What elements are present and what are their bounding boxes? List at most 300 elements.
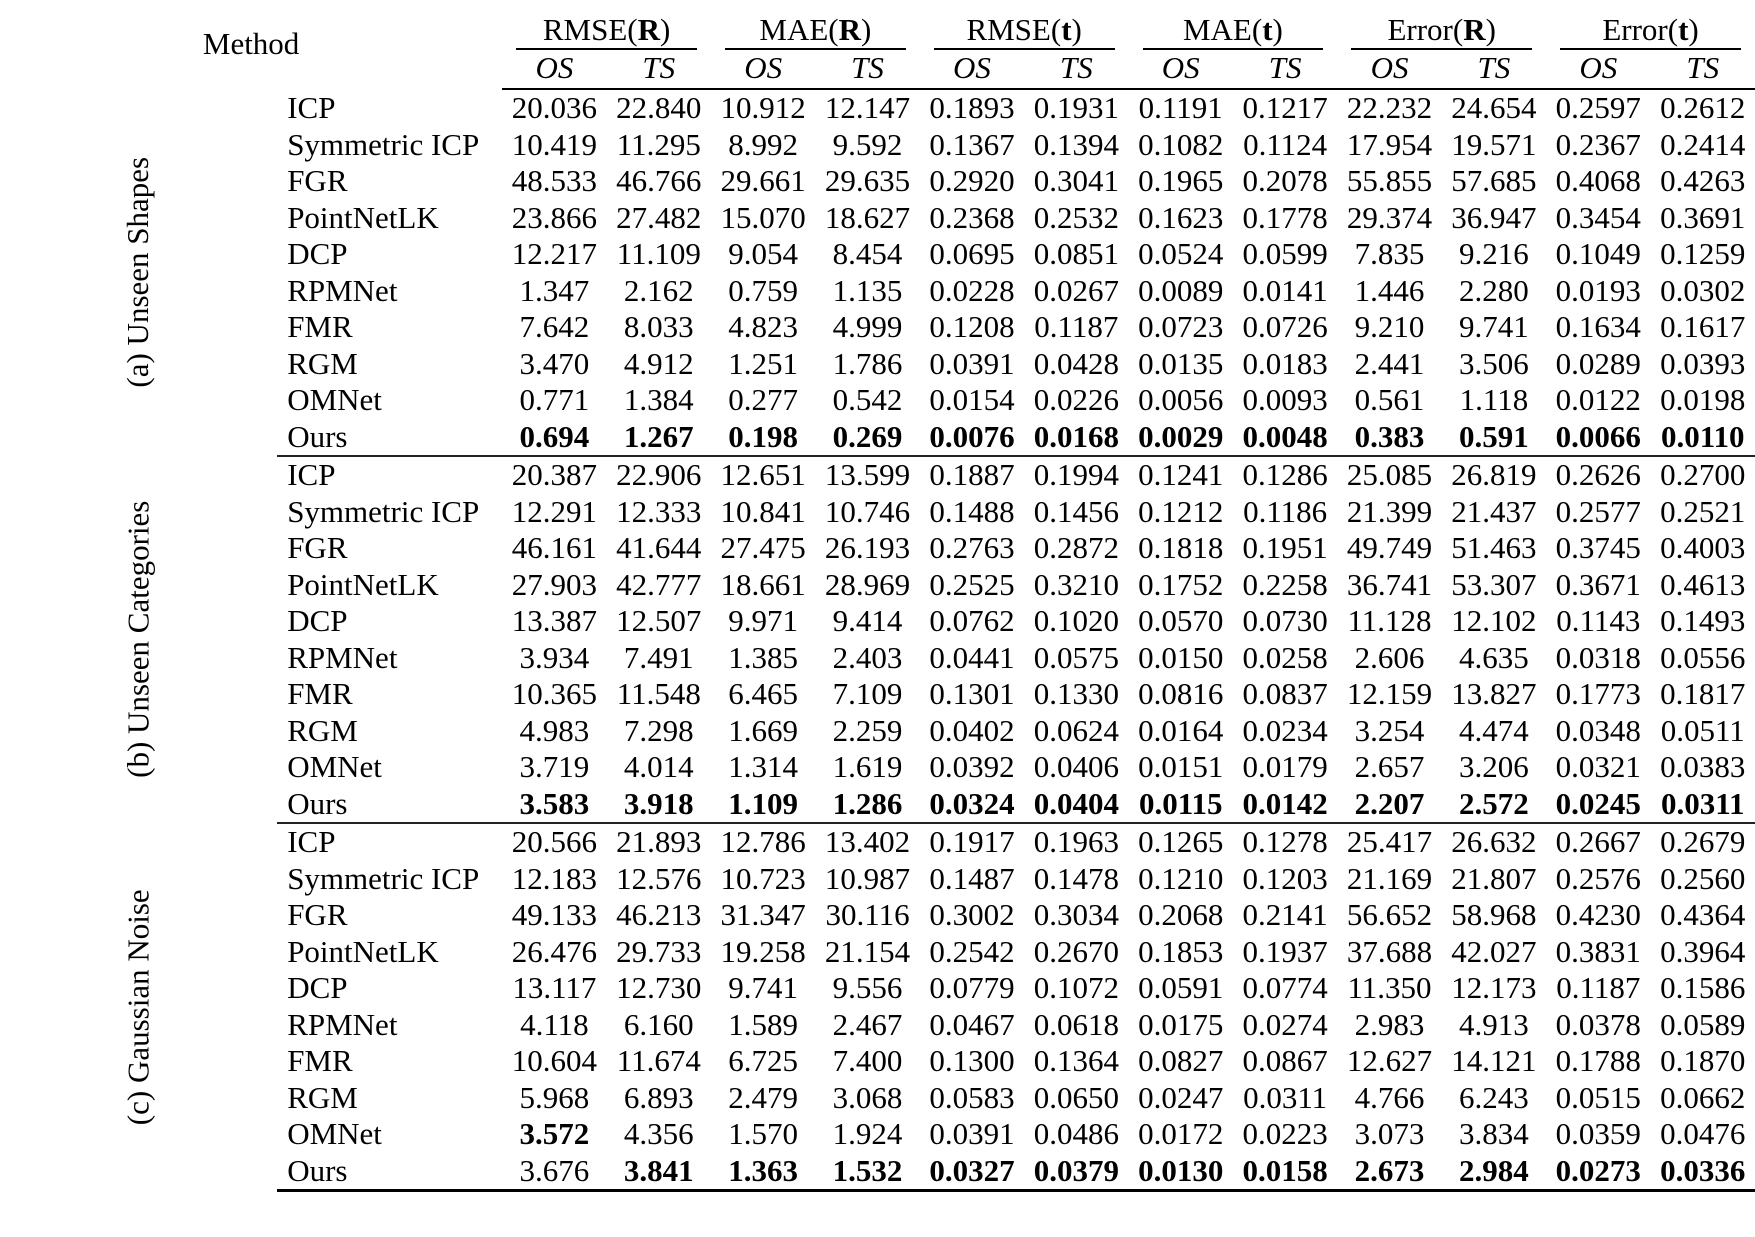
metric-value: 3.206 [1459, 749, 1529, 784]
metric-value: 0.1773 [1555, 676, 1641, 711]
metric-name: RMSE( [542, 11, 638, 47]
metric-value: 0.0234 [1242, 712, 1328, 748]
metric-value: 31.347 [720, 897, 806, 932]
metric-value: 7.835 [1354, 236, 1425, 271]
method-name: Symmetric ICP [287, 860, 480, 896]
metric-value: 9.054 [728, 236, 799, 271]
metric-value: 29.374 [1346, 199, 1433, 235]
metric-value: 2.479 [728, 1079, 799, 1115]
metric-value: 0.0311 [1650, 786, 1755, 824]
metric-value: 0.0247 [1138, 1079, 1224, 1115]
metric-value: 0.591 [1442, 419, 1546, 457]
metric-value: 0.4263 [1660, 163, 1746, 198]
metric-value: 2.606 [1354, 639, 1425, 675]
metric-value: 0.0135 [1138, 345, 1224, 381]
metric-value: 4.474 [1459, 712, 1529, 748]
metric-value: 10.987 [824, 860, 911, 896]
metric-value: 0.2872 [1033, 530, 1119, 565]
metric-value: 0.0150 [1138, 639, 1224, 675]
metric-value: 0.0179 [1242, 749, 1328, 784]
metric-value: 4.983 [519, 712, 590, 748]
metric-value: 0.1634 [1555, 309, 1641, 344]
metric-value: 0.1367 [929, 126, 1015, 162]
metric-value: 0.0837 [1242, 676, 1328, 711]
metric-value: 0.1778 [1242, 199, 1328, 235]
metric-group-header [711, 0, 920, 48]
metric-value: 21.807 [1451, 860, 1537, 896]
metric-value: 1.924 [832, 1116, 903, 1151]
metric-value: 0.1020 [1033, 603, 1119, 638]
metric-value: 8.033 [623, 309, 694, 344]
metric-value: 0.2576 [1555, 860, 1641, 896]
metric-value: 0.1049 [1555, 236, 1641, 271]
metric-value: 0.0115 [1129, 786, 1233, 824]
metric-value: 46.213 [616, 897, 702, 932]
metric-value: 51.463 [1451, 530, 1537, 565]
metric-value: 10.912 [720, 90, 806, 125]
method-name: OMNet [287, 1116, 382, 1151]
metric-value: 9.592 [832, 126, 903, 162]
metric-value: 7.400 [832, 1043, 903, 1078]
metric-value: 0.0311 [1243, 1079, 1328, 1115]
metric-value: 0.1887 [929, 457, 1015, 492]
section-label [0, 456, 277, 823]
metric-value: 0.2920 [929, 163, 1015, 198]
subheader-ts: TS [1442, 48, 1546, 89]
metric-value: 0.1937 [1242, 933, 1328, 969]
metric-value: 0.0404 [1024, 786, 1128, 824]
metric-value: 0.0723 [1138, 309, 1224, 344]
metric-value: 0.1478 [1033, 860, 1119, 896]
metric-value: 0.0383 [1660, 749, 1746, 784]
metric-suffix: ) [1272, 11, 1283, 47]
metric-value: 0.2525 [929, 566, 1015, 602]
metric-value: 0.0198 [1660, 382, 1746, 417]
metric-value: 0.0441 [929, 639, 1015, 675]
metric-value: 0.2532 [1033, 199, 1119, 235]
metric-value: 0.0624 [1033, 712, 1119, 748]
metric-value: 4.356 [623, 1116, 694, 1151]
subheader-ts: TS [1233, 48, 1337, 89]
method-name: DCP [287, 603, 348, 638]
metric-value: 0.4068 [1555, 163, 1641, 198]
metric-value: 0.0575 [1033, 639, 1119, 675]
metric-value: 23.866 [511, 199, 597, 235]
metric-value: 0.0392 [929, 749, 1015, 784]
metric-value: 0.1212 [1138, 493, 1224, 529]
metric-value: 13.827 [1451, 676, 1537, 711]
metric-value: 2.673 [1337, 1153, 1441, 1191]
metric-value: 0.1617 [1660, 309, 1746, 344]
metric-value: 56.652 [1346, 897, 1433, 932]
group-underline [1143, 48, 1324, 50]
table-row [0, 89, 1755, 127]
metric-value: 0.0774 [1242, 970, 1328, 1005]
metric-value: 0.2670 [1033, 933, 1119, 969]
metric-value: 57.685 [1451, 163, 1537, 198]
metric-value: 12.333 [616, 493, 702, 529]
metric-value: 0.1143 [1556, 603, 1641, 638]
method-name: FGR [287, 530, 348, 565]
metric-value: 25.085 [1346, 457, 1433, 492]
metric-value: 0.1488 [929, 493, 1015, 529]
metric-value: 0.0359 [1555, 1116, 1641, 1151]
metric-variable: R [637, 11, 660, 47]
metric-value: 0.0662 [1660, 1079, 1746, 1115]
metric-value: 0.0267 [1033, 272, 1119, 308]
metric-value: 0.0391 [929, 1116, 1015, 1151]
method-name: FGR [287, 897, 348, 932]
metric-value: 3.918 [607, 786, 711, 824]
metric-value: 0.3691 [1660, 199, 1746, 235]
metric-value: 8.454 [832, 236, 903, 271]
subheader-os: OS [920, 48, 1024, 89]
metric-value: 0.1259 [1660, 236, 1746, 271]
metric-value: 10.419 [511, 126, 597, 162]
metric-value: 0.3745 [1555, 530, 1641, 565]
method-name: RGM [287, 345, 358, 381]
metric-value: 0.3041 [1033, 163, 1119, 198]
metric-value: 10.604 [511, 1043, 597, 1078]
subheader-os: OS [711, 48, 815, 89]
metric-value: 0.0851 [1033, 236, 1119, 271]
metric-value: 0.2367 [1555, 126, 1641, 162]
metric-value: 0.383 [1337, 419, 1441, 457]
metric-value: 0.0175 [1138, 1006, 1224, 1042]
metric-value: 4.118 [520, 1006, 589, 1042]
metric-value: 2.984 [1442, 1153, 1546, 1191]
metric-value: 1.619 [832, 749, 903, 784]
method-name: PointNetLK [287, 566, 439, 602]
metric-value: 1.314 [728, 749, 799, 784]
metric-value: 0.0336 [1650, 1153, 1755, 1191]
metric-value: 0.1788 [1555, 1043, 1641, 1078]
metric-value: 41.644 [616, 530, 702, 565]
metric-value: 30.116 [825, 897, 910, 932]
group-underline [516, 48, 697, 50]
method-name: OMNet [287, 749, 382, 784]
metric-value: 9.741 [1459, 309, 1529, 344]
metric-value: 0.1278 [1242, 824, 1328, 859]
subheader-ts: TS [815, 48, 919, 89]
subheader-os: OS [1337, 48, 1441, 89]
metric-value: 12.786 [720, 824, 806, 859]
metric-value: 0.2626 [1555, 457, 1641, 492]
metric-variable: t [1678, 11, 1689, 47]
method-name: ICP [287, 457, 336, 492]
method-name: RGM [287, 1079, 358, 1115]
metric-value: 1.385 [728, 639, 799, 675]
metric-value: 1.570 [728, 1116, 799, 1151]
metric-value: 2.162 [623, 272, 694, 308]
metric-value: 2.983 [1354, 1006, 1425, 1042]
metric-value: 0.3671 [1555, 566, 1641, 602]
metric-value: 22.840 [616, 90, 702, 125]
metric-value: 0.694 [502, 419, 606, 457]
table-row [0, 456, 1755, 494]
metric-value: 0.277 [728, 382, 799, 417]
metric-value: 37.688 [1346, 933, 1433, 969]
metric-value: 28.969 [824, 566, 911, 602]
metric-value: 0.0570 [1138, 603, 1224, 638]
metric-value: 12.102 [1451, 603, 1537, 638]
metric-value: 0.269 [815, 419, 919, 457]
metric-value: 0.1187 [1034, 309, 1119, 344]
metric-value: 0.2560 [1660, 860, 1746, 896]
metric-value: 11.128 [1347, 603, 1432, 638]
metric-value: 0.4003 [1660, 530, 1746, 565]
metric-value: 2.259 [832, 712, 903, 748]
metric-value: 0.0589 [1660, 1006, 1746, 1042]
metric-value: 0.0524 [1138, 236, 1224, 271]
metric-value: 0.0618 [1033, 1006, 1119, 1042]
section-label-text: (a) Unseen Shapes [120, 157, 156, 388]
metric-value: 9.741 [728, 970, 799, 1005]
method-name: DCP [287, 236, 348, 271]
metric-value: 10.746 [824, 493, 911, 529]
metric-value: 4.635 [1459, 639, 1529, 675]
metric-value: 6.465 [728, 676, 799, 711]
metric-value: 21.169 [1346, 860, 1433, 896]
table-row [0, 823, 1755, 861]
metric-value: 0.3210 [1033, 566, 1119, 602]
metric-value: 0.2667 [1555, 824, 1641, 859]
metric-value: 11.109 [616, 236, 701, 271]
metric-suffix: ) [1485, 11, 1496, 47]
metric-value: 12.159 [1346, 676, 1433, 711]
metric-value: 20.387 [511, 457, 597, 492]
metric-value: 26.819 [1451, 457, 1537, 492]
metric-value: 13.599 [824, 457, 911, 492]
metric-value: 0.1208 [929, 309, 1015, 344]
metric-value: 4.913 [1459, 1006, 1529, 1042]
metric-value: 0.1931 [1033, 90, 1119, 125]
metric-value: 0.0302 [1660, 272, 1746, 308]
metric-value: 0.0393 [1660, 345, 1746, 381]
metric-value: 12.627 [1346, 1043, 1433, 1078]
metric-value: 0.2368 [929, 199, 1015, 235]
metric-value: 0.1217 [1242, 90, 1328, 125]
metric-value: 53.307 [1451, 566, 1537, 602]
method-name: RPMNet [287, 1006, 398, 1042]
metric-value: 1.251 [728, 345, 799, 381]
metric-value: 18.627 [824, 199, 911, 235]
method-name: RGM [287, 712, 358, 748]
metric-value: 12.730 [616, 970, 702, 1005]
metric-value: 0.0110 [1650, 419, 1755, 457]
metric-value: 25.417 [1346, 824, 1433, 859]
metric-value: 0.0056 [1138, 382, 1224, 417]
metric-value: 0.0816 [1138, 676, 1224, 711]
subheader-os: OS [1129, 48, 1233, 89]
method-name: PointNetLK [287, 933, 439, 969]
metric-value: 27.482 [616, 199, 702, 235]
metric-value: 0.0650 [1033, 1079, 1119, 1115]
metric-value: 0.1586 [1660, 970, 1746, 1005]
metric-value: 0.561 [1354, 382, 1425, 417]
metric-value: 0.1187 [1556, 970, 1641, 1005]
metric-value: 0.2542 [929, 933, 1015, 969]
metric-variable: t [1061, 11, 1072, 47]
metric-value: 2.280 [1459, 272, 1529, 308]
metric-value: 1.135 [832, 272, 903, 308]
metric-value: 0.0226 [1033, 382, 1119, 417]
metric-value: 9.971 [728, 603, 799, 638]
metric-value: 0.1493 [1660, 603, 1746, 638]
metric-value: 55.855 [1346, 163, 1433, 198]
method-name: ICP [287, 824, 336, 859]
metric-value: 22.232 [1346, 90, 1433, 125]
metric-value: 1.446 [1354, 272, 1425, 308]
metric-group-header [1129, 0, 1338, 48]
metric-value: 1.286 [815, 786, 919, 824]
metric-name: MAE( [1182, 11, 1263, 47]
metric-value: 9.414 [832, 603, 903, 638]
metric-value: 0.0168 [1024, 419, 1128, 457]
metric-value: 27.903 [511, 566, 597, 602]
metric-value: 0.0730 [1242, 603, 1328, 638]
table-body [0, 89, 1755, 1191]
metric-value: 0.1265 [1138, 824, 1224, 859]
metric-value: 0.0476 [1660, 1116, 1746, 1151]
metric-value: 0.1853 [1138, 933, 1224, 969]
metric-value: 0.1752 [1138, 566, 1224, 602]
method-name: RPMNet [287, 639, 398, 675]
method-name: DCP [287, 970, 348, 1005]
metric-value: 0.2414 [1660, 126, 1746, 162]
group-underline [725, 48, 906, 50]
metric-value: 49.749 [1346, 530, 1433, 565]
metric-value: 0.0762 [929, 603, 1015, 638]
metric-value: 4.912 [623, 345, 694, 381]
metric-name: RMSE( [966, 11, 1062, 47]
method-name: FGR [287, 163, 348, 198]
metric-value: 26.632 [1451, 824, 1537, 859]
metric-value: 13.117 [512, 970, 597, 1005]
metric-value: 0.0089 [1138, 272, 1224, 308]
metric-value: 0.0599 [1242, 236, 1328, 271]
metric-value: 0.0515 [1555, 1079, 1641, 1115]
metric-value: 0.3964 [1660, 933, 1746, 969]
metric-value: 13.402 [824, 824, 911, 859]
metric-value: 19.571 [1451, 126, 1537, 162]
metric-value: 0.0391 [929, 345, 1015, 381]
metric-value: 12.147 [824, 90, 911, 125]
metric-suffix: ) [861, 11, 872, 47]
metric-value: 0.198 [711, 419, 815, 457]
metric-value: 4.766 [1354, 1079, 1425, 1115]
subheader-ts: TS [1024, 48, 1128, 89]
metric-value: 21.437 [1451, 493, 1537, 529]
metric-group-header [502, 0, 711, 48]
metric-value: 20.036 [511, 90, 597, 125]
metric-value: 0.3454 [1555, 199, 1641, 235]
metric-value: 1.109 [711, 786, 815, 824]
metric-value: 0.3034 [1033, 897, 1119, 932]
metric-value: 0.2700 [1660, 457, 1746, 492]
metric-value: 0.1210 [1138, 860, 1224, 896]
metric-value: 0.0321 [1555, 749, 1641, 784]
method-name: ICP [287, 89, 336, 125]
metric-value: 2.572 [1442, 786, 1546, 824]
metric-value: 10.723 [720, 860, 806, 896]
metric-value: 1.532 [815, 1153, 919, 1191]
metric-value: 1.347 [519, 272, 590, 308]
metric-value: 0.1203 [1242, 860, 1328, 896]
metric-value: 0.0583 [929, 1079, 1015, 1115]
method-name: Symmetric ICP [287, 493, 480, 529]
subheader-os: OS [1546, 48, 1650, 89]
metric-value: 0.1186 [1243, 493, 1328, 529]
metric-value: 3.572 [519, 1116, 590, 1151]
section-label [0, 89, 277, 456]
metric-value: 0.542 [832, 382, 903, 417]
method-name: Ours [277, 419, 502, 457]
method-name: OMNet [287, 382, 382, 417]
metric-value: 2.657 [1354, 749, 1425, 784]
metric-value: 9.216 [1459, 236, 1529, 271]
metric-value: 0.0183 [1242, 345, 1328, 381]
metric-value: 0.0726 [1242, 309, 1328, 344]
metric-value: 0.0228 [929, 272, 1015, 308]
group-underline [1351, 48, 1532, 50]
method-name: PointNetLK [287, 199, 439, 235]
metric-value: 11.295 [616, 126, 701, 162]
metric-value: 0.1191 [1138, 90, 1223, 125]
metric-value: 11.674 [616, 1043, 701, 1078]
metric-value: 21.399 [1346, 493, 1433, 529]
metric-value: 0.0511 [1660, 712, 1745, 748]
metric-value: 12.291 [511, 493, 597, 529]
metric-value: 0.1301 [929, 676, 1015, 711]
metric-group-header [1546, 0, 1755, 48]
metric-variable: R [838, 11, 861, 47]
method-name: Ours [277, 1153, 502, 1191]
metric-value: 0.0076 [920, 419, 1024, 457]
metric-value: 0.0289 [1555, 345, 1641, 381]
metric-suffix: ) [659, 11, 671, 47]
method-name: Symmetric ICP [287, 126, 480, 162]
metric-value: 0.1963 [1033, 824, 1119, 859]
metric-value: 0.0274 [1242, 1006, 1328, 1042]
method-name: FMR [287, 676, 353, 711]
metric-value: 11.350 [1347, 970, 1432, 1005]
metric-value: 0.1994 [1033, 457, 1119, 492]
metric-value: 0.2763 [929, 530, 1015, 565]
metric-value: 0.1456 [1033, 493, 1119, 529]
metric-value: 12.576 [616, 860, 702, 896]
metric-value: 0.1870 [1660, 1043, 1746, 1078]
metric-value: 1.786 [832, 345, 903, 381]
metric-value: 21.893 [616, 824, 702, 859]
metric-value: 22.906 [616, 457, 702, 492]
metric-value: 0.4613 [1660, 566, 1746, 602]
metric-value: 3.073 [1354, 1116, 1425, 1151]
metric-variable: R [1463, 11, 1486, 47]
metric-value: 14.121 [1451, 1043, 1537, 1078]
metric-value: 0.0142 [1233, 786, 1337, 824]
method-name: FMR [287, 309, 353, 344]
metric-value: 12.651 [720, 457, 806, 492]
metric-value: 0.0093 [1242, 382, 1328, 417]
metric-value: 0.0172 [1138, 1116, 1224, 1151]
metric-value: 0.1124 [1243, 126, 1328, 162]
metric-value: 0.1623 [1138, 199, 1224, 235]
metric-group-header [1337, 0, 1546, 48]
metric-value: 18.661 [720, 566, 806, 602]
metric-name: MAE( [759, 11, 839, 47]
metric-value: 0.0154 [929, 382, 1015, 417]
